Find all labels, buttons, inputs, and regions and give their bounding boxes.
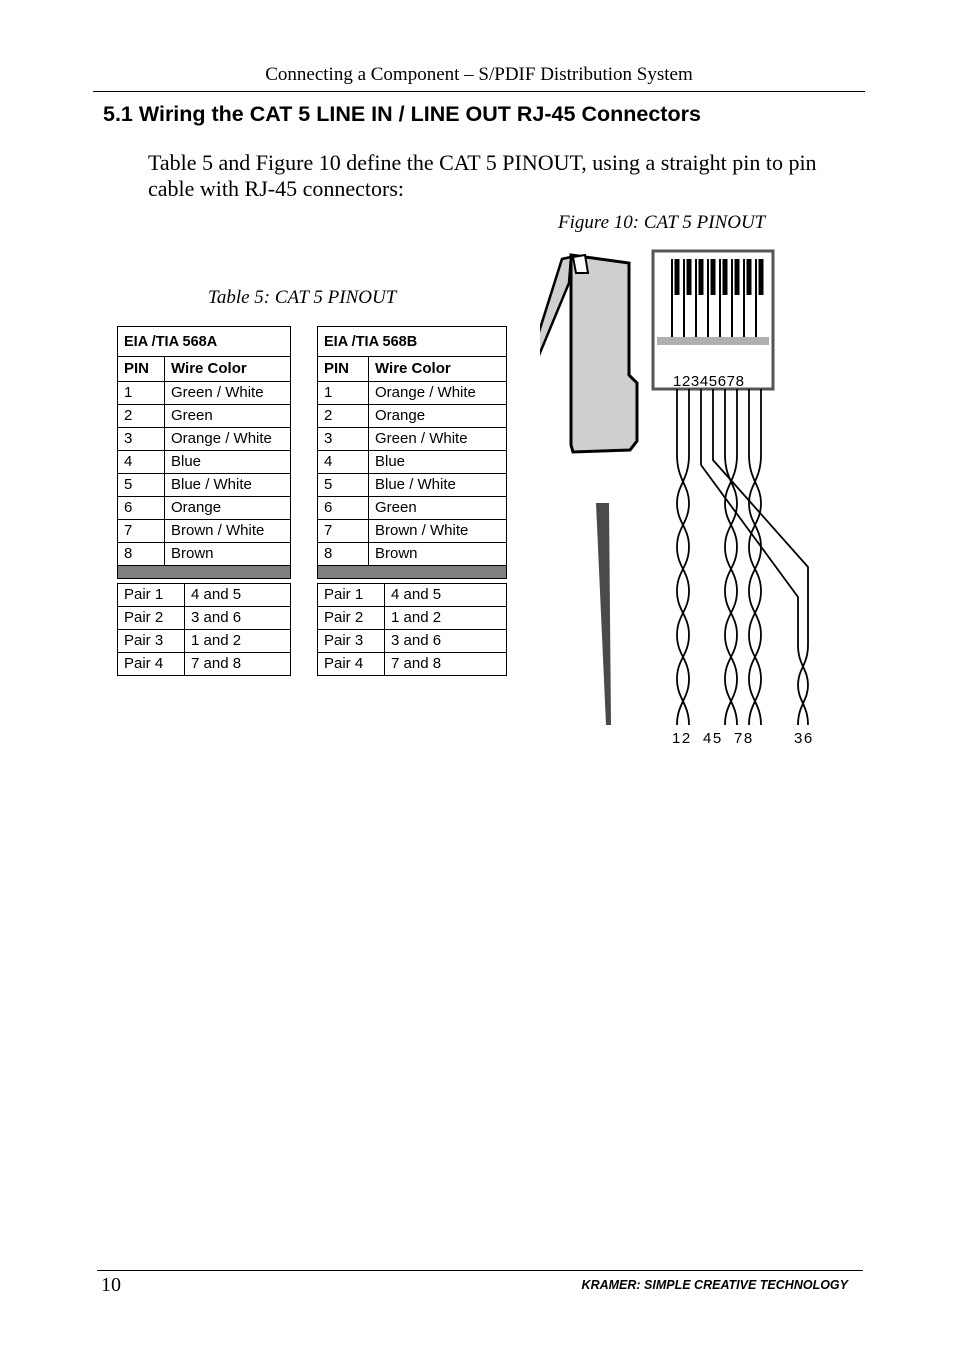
pair-cell: Pair 1 bbox=[118, 584, 185, 607]
table-row bbox=[118, 520, 291, 543]
table-row bbox=[318, 543, 507, 566]
color-cell: Orange / White bbox=[165, 428, 291, 451]
page-number: 10 bbox=[101, 1274, 121, 1296]
header-rule bbox=[93, 91, 865, 92]
twisted-pairs bbox=[677, 455, 808, 725]
color-cell: Blue bbox=[165, 451, 291, 474]
standard-label: EIA /TIA 568A bbox=[118, 327, 291, 357]
color-cell: Orange bbox=[369, 405, 507, 428]
pin-cell: 5 bbox=[318, 474, 369, 497]
color-cell: Brown / White bbox=[369, 520, 507, 543]
pin-cell: 7 bbox=[118, 520, 165, 543]
pair-cell: Pair 1 bbox=[318, 584, 385, 607]
table-row bbox=[318, 474, 507, 497]
color-cell: Blue bbox=[369, 451, 507, 474]
color-cell: Green bbox=[165, 405, 291, 428]
pair-cell: Pair 4 bbox=[118, 653, 185, 676]
table-row bbox=[118, 474, 291, 497]
pin-cell: 6 bbox=[318, 497, 369, 520]
table-row bbox=[318, 520, 507, 543]
pair-cell: Pair 2 bbox=[118, 607, 185, 630]
pair-pins-cell: 1 and 2 bbox=[185, 630, 291, 653]
table-row bbox=[318, 630, 507, 653]
wire-leads bbox=[677, 389, 808, 645]
table-row bbox=[118, 428, 291, 451]
pin-cell: 1 bbox=[118, 382, 165, 405]
pair-cell: Pair 2 bbox=[318, 607, 385, 630]
pair-pins-cell: 3 and 6 bbox=[385, 630, 507, 653]
pin-cell: 3 bbox=[118, 428, 165, 451]
standard-label: EIA /TIA 568B bbox=[318, 327, 507, 357]
running-header: Connecting a Component – S/PDIF Distribution System bbox=[265, 64, 693, 85]
pair-label: 78 bbox=[734, 730, 754, 747]
col-color-header: Wire Color bbox=[165, 357, 291, 382]
table-row bbox=[118, 607, 291, 630]
pair-pins-cell: 3 and 6 bbox=[185, 607, 291, 630]
pin-cell: 7 bbox=[318, 520, 369, 543]
pinout-table-568b bbox=[317, 326, 507, 579]
table-row bbox=[318, 653, 507, 676]
color-cell: Green / White bbox=[165, 382, 291, 405]
table-divider bbox=[318, 566, 507, 579]
pair-pins-cell: 4 and 5 bbox=[185, 584, 291, 607]
pin-cell: 4 bbox=[318, 451, 369, 474]
pin-number-labels: 12345678 bbox=[673, 373, 745, 390]
color-cell: Orange bbox=[165, 497, 291, 520]
pair-cell: Pair 3 bbox=[118, 630, 185, 653]
table-row bbox=[318, 382, 507, 405]
color-cell: Orange / White bbox=[369, 382, 507, 405]
table-row bbox=[318, 428, 507, 451]
pair-pins-cell: 7 and 8 bbox=[385, 653, 507, 676]
pairs-table-568b bbox=[317, 583, 507, 676]
col-pin-header: PIN bbox=[118, 357, 165, 382]
table-row bbox=[318, 607, 507, 630]
pair-pins-cell: 4 and 5 bbox=[385, 584, 507, 607]
color-cell: Brown / White bbox=[165, 520, 291, 543]
pair-cell: Pair 4 bbox=[318, 653, 385, 676]
pin-cell: 8 bbox=[118, 543, 165, 566]
pin-cell: 8 bbox=[318, 543, 369, 566]
table-row bbox=[318, 497, 507, 520]
pin-cell: 4 bbox=[118, 451, 165, 474]
color-cell: Blue / White bbox=[165, 474, 291, 497]
color-cell: Brown bbox=[369, 543, 507, 566]
color-cell: Green bbox=[369, 497, 507, 520]
footer-brand: KRAMER: SIMPLE CREATIVE TECHNOLOGY bbox=[581, 1278, 848, 1292]
table-row bbox=[318, 405, 507, 428]
cat5-pinout-figure bbox=[540, 245, 830, 760]
color-cell: Green / White bbox=[369, 428, 507, 451]
table-row bbox=[118, 451, 291, 474]
table-row bbox=[118, 382, 291, 405]
rj45-plug-front-icon bbox=[653, 251, 773, 389]
pin-cell: 2 bbox=[318, 405, 369, 428]
table-divider bbox=[118, 566, 291, 579]
color-cell: Brown bbox=[165, 543, 291, 566]
pair-cell: Pair 3 bbox=[318, 630, 385, 653]
table-row bbox=[118, 630, 291, 653]
pair-pins-cell: 7 and 8 bbox=[185, 653, 291, 676]
table-row bbox=[118, 653, 291, 676]
pin-cell: 2 bbox=[118, 405, 165, 428]
col-color-header: Wire Color bbox=[369, 357, 507, 382]
table-row bbox=[318, 451, 507, 474]
table-row bbox=[118, 543, 291, 566]
pinout-table-568a bbox=[117, 326, 291, 579]
intro-paragraph: Table 5 and Figure 10 define the CAT 5 PINOUT, using a straight pin to pin cable with RJ-45 connectors: bbox=[148, 150, 817, 201]
section-heading: 5.1 Wiring the CAT 5 LINE IN / LINE OUT RJ-45 Connectors bbox=[103, 102, 701, 126]
pin-cell: 3 bbox=[318, 428, 369, 451]
rj45-plug-side-icon bbox=[540, 255, 637, 725]
pair-label: 36 bbox=[794, 730, 814, 747]
figure-caption: Figure 10: CAT 5 PINOUT bbox=[558, 212, 766, 233]
col-pin-header: PIN bbox=[318, 357, 369, 382]
table-row bbox=[318, 584, 507, 607]
table-caption: Table 5: CAT 5 PINOUT bbox=[208, 287, 397, 308]
pin-cell: 1 bbox=[318, 382, 369, 405]
pin-cell: 5 bbox=[118, 474, 165, 497]
table-row bbox=[118, 584, 291, 607]
pair-labels bbox=[672, 730, 814, 747]
color-cell: Blue / White bbox=[369, 474, 507, 497]
footer-rule bbox=[97, 1270, 863, 1271]
pairs-table-568a bbox=[117, 583, 291, 676]
table-row bbox=[118, 497, 291, 520]
rj45-diagram bbox=[540, 245, 830, 755]
pair-label: 45 bbox=[703, 730, 723, 747]
table-row bbox=[118, 405, 291, 428]
pair-label: 12 bbox=[672, 730, 692, 747]
pin-cell: 6 bbox=[118, 497, 165, 520]
pair-pins-cell: 1 and 2 bbox=[385, 607, 507, 630]
